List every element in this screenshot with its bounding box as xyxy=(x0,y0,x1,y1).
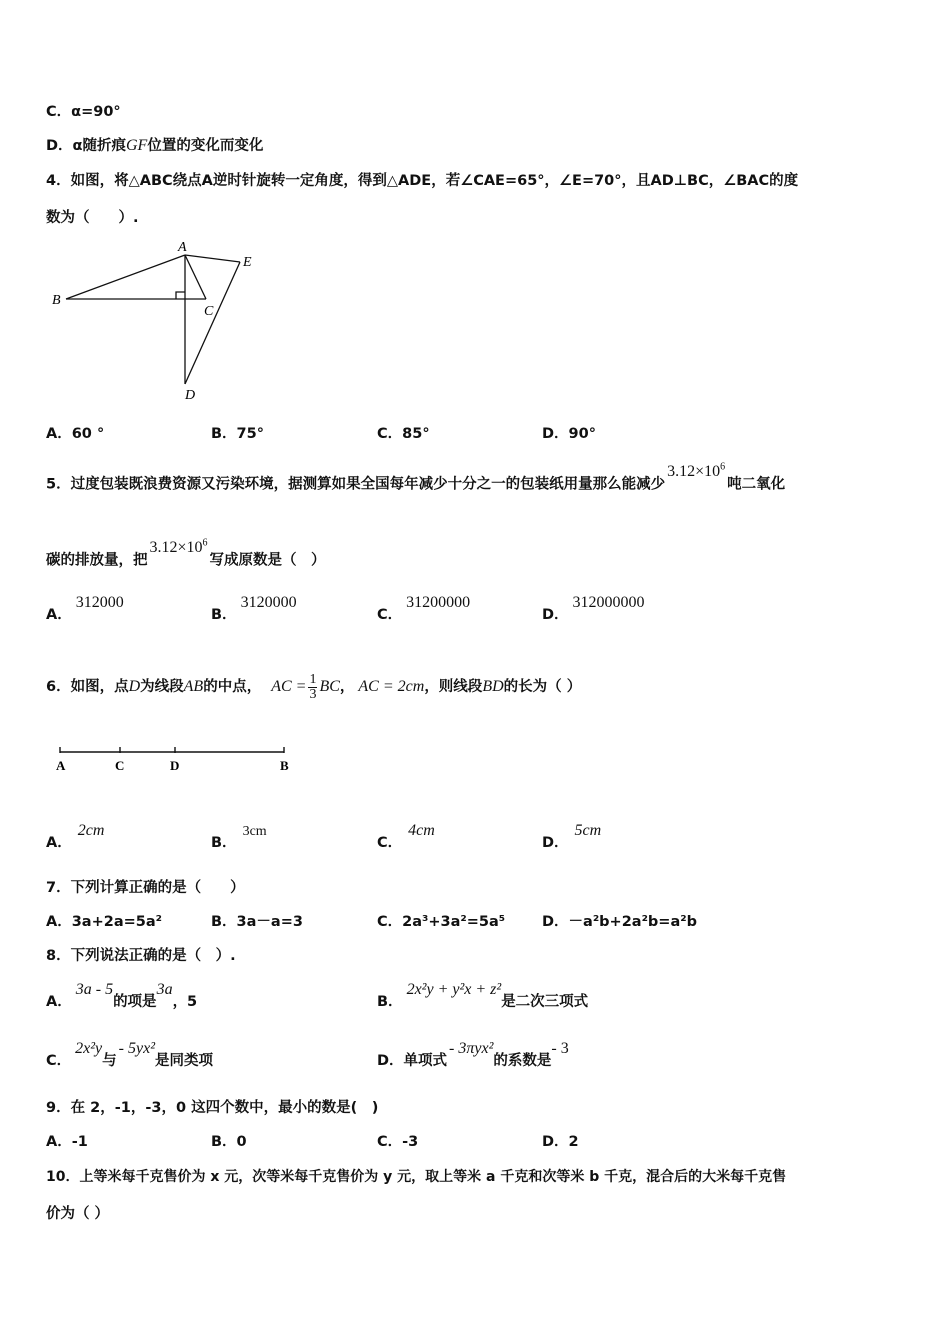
q8-c-expr1: 2x²y xyxy=(75,1040,103,1057)
q6-option-b-letter: B． xyxy=(211,835,237,851)
q8-a-letter: A． xyxy=(46,994,72,1010)
q4-triangle-figure xyxy=(46,236,276,406)
q8-option-d xyxy=(377,1040,569,1071)
q4-line-ae xyxy=(185,255,240,262)
q5-option-b-value: 3120000 xyxy=(240,594,297,611)
q3-option-d-suffix: 位置的变化而变化 xyxy=(147,138,264,154)
q4-label-d: D xyxy=(185,388,196,403)
q6-seg-bd: BD xyxy=(482,678,504,695)
q6-option-b xyxy=(211,824,267,854)
q4-option-d: D．90° xyxy=(542,426,596,442)
q4-label-b: B xyxy=(52,293,61,308)
q6-option-d-value: 5cm xyxy=(574,822,602,839)
q6-mid2: 的中点， xyxy=(203,679,262,695)
q6-fraction xyxy=(308,673,317,702)
q6-frac-den: 3 xyxy=(309,686,317,702)
q5-option-d-letter: D． xyxy=(542,607,569,623)
q5-option-b-letter: B． xyxy=(211,607,237,623)
q10-stem-line2: 价为（ ） xyxy=(46,1206,110,1222)
q5-stem-line1 xyxy=(46,462,786,494)
q8-c-end: 是同类项 xyxy=(154,1053,213,1069)
q6-option-d-letter: D． xyxy=(542,835,569,851)
q6-option-a xyxy=(46,822,105,853)
q4-line-ba xyxy=(66,255,185,299)
q9-option-b: B．0 xyxy=(211,1134,247,1150)
q8-b-expr: 2x²y + y²x + z² xyxy=(406,981,502,998)
q4-label-c: C xyxy=(204,304,214,319)
q6-comma: ， xyxy=(339,679,355,695)
q8-option-a xyxy=(46,981,198,1012)
q3-option-c: C．α=90° xyxy=(46,104,121,120)
q5-stem-line2 xyxy=(46,538,326,570)
q8-b-letter: B． xyxy=(377,994,403,1010)
q7-stem: 7．下列计算正确的是（ ） xyxy=(46,880,245,896)
q8-a-term: 3a xyxy=(156,981,173,998)
q5-option-a-value: 312000 xyxy=(75,594,124,611)
q5-stem-line2-end: 写成原数是（ ） xyxy=(209,552,326,569)
q8-c-mid: 与 xyxy=(102,1053,117,1069)
q5-option-d xyxy=(542,594,645,625)
q6-eq-right: BC xyxy=(319,678,340,695)
q5-sci-exp: 6 xyxy=(720,462,726,473)
q6-mid3: ，则线段 xyxy=(424,679,483,695)
q9-option-d: D．2 xyxy=(542,1134,579,1150)
q6-segment-label-d: D xyxy=(170,758,180,773)
q8-a-expr: 3a - 5 xyxy=(75,981,114,998)
q7-option-b: B．3a－a=3 xyxy=(211,914,303,930)
q8-d-val: - 3 xyxy=(551,1040,569,1057)
q6-eq2: AC = 2cm xyxy=(358,678,425,695)
q6-seg-ab: AB xyxy=(183,678,204,695)
q8-d-mid: 的系数是 xyxy=(493,1053,552,1069)
q5-stem-text: 5．过度包装既浪费资源又污染环境，据测算如果全国每年减少十分之一的包装纸用量那么能减少 xyxy=(46,476,666,493)
q3-option-d-prefix: D．α随折痕 xyxy=(46,138,126,154)
q7-option-d: D．－a²b+2a²b=a²b xyxy=(542,914,697,930)
q5-option-a-letter: A． xyxy=(46,607,72,623)
q4-line-ac xyxy=(185,255,206,299)
q4-option-b: B．75° xyxy=(211,426,264,442)
q9-stem: 9．在 2，-1，-3，0 这四个数中，最小的数是( ) xyxy=(46,1100,379,1116)
q9-option-a: A．-1 xyxy=(46,1134,88,1150)
q4-option-c: C．85° xyxy=(377,426,430,442)
q5-option-c xyxy=(377,594,471,625)
q8-stem: 8．下列说法正确的是（ ）. xyxy=(46,948,236,964)
q6-point-d: D xyxy=(128,678,141,695)
q4-right-angle-mark xyxy=(176,292,185,299)
q8-c-letter: C． xyxy=(46,1053,72,1069)
q9-option-c: C．-3 xyxy=(377,1134,419,1150)
q8-option-b xyxy=(377,981,589,1012)
q5-option-c-letter: C． xyxy=(377,607,403,623)
q6-stem xyxy=(46,672,581,702)
q3-option-d xyxy=(46,136,263,156)
q8-b-end: 是二次三项式 xyxy=(501,994,589,1010)
q6-option-c-value: 4cm xyxy=(408,822,435,839)
q5-option-d-value: 312000000 xyxy=(572,594,645,611)
q8-c-expr2: - 5yx² xyxy=(118,1040,155,1057)
q5-sci-base-2: 3.12×10 xyxy=(149,539,203,557)
q8-a-end: ，5 xyxy=(172,994,198,1010)
q6-segment-label-a: A xyxy=(56,758,66,773)
q6-option-d xyxy=(542,822,602,853)
q6-segment-figure xyxy=(50,742,300,776)
q8-d-letter: D．单项式 xyxy=(377,1053,448,1069)
q6-frac-num: 1 xyxy=(309,671,317,687)
q6-option-a-value: 2cm xyxy=(77,822,105,839)
q5-stem-line2-start: 碳的排放量，把 xyxy=(46,552,148,569)
q6-eq-left: AC = xyxy=(271,678,307,695)
q5-sci-notation xyxy=(667,463,725,480)
q4-option-a: A．60 ° xyxy=(46,426,105,442)
q5-sci-base: 3.12×10 xyxy=(667,463,721,481)
q6-mid1: 为线段 xyxy=(140,679,184,695)
q8-d-expr: - 3πyx² xyxy=(449,1040,494,1057)
q10-stem-line1: 10．上等米每千克售价为 x 元，次等米每千克售价为 y 元，取上等米 a 千克和次等米 b 千克，混合后的大米每千克售 xyxy=(46,1169,787,1185)
q6-segment-label-b: B xyxy=(280,758,289,773)
q8-option-c xyxy=(46,1040,213,1071)
q5-option-a xyxy=(46,594,124,625)
q3-option-d-var: GF xyxy=(126,137,148,154)
q8-a-mid: 的项是 xyxy=(113,994,157,1010)
q4-line-de xyxy=(185,262,240,384)
q5-sci-notation-2 xyxy=(150,539,208,556)
q4-label-a: A xyxy=(178,240,187,255)
q5-stem-end: 吨二氧化 xyxy=(727,476,786,493)
q6-option-b-value: 3cm xyxy=(242,824,267,839)
q6-suffix: 的长为（ ） xyxy=(503,679,582,695)
q4-stem-line1: 4．如图，将△ABC绕点A逆时针旋转一定角度，得到△ADE，若∠CAE=65°，∠E=70°，且AD⊥BC，∠BAC的度 xyxy=(46,173,799,189)
q5-sci-exp-2: 6 xyxy=(202,538,208,549)
q4-stem-line2: 数为（ ）. xyxy=(46,210,139,226)
q7-option-a: A．3a+2a=5a² xyxy=(46,914,162,930)
q6-option-a-letter: A． xyxy=(46,835,72,851)
q7-option-c: C．2a³+3a²=5a⁵ xyxy=(377,914,506,930)
q6-option-c xyxy=(377,822,435,853)
q5-option-b xyxy=(211,594,297,625)
q4-label-e: E xyxy=(243,255,252,270)
q6-segment-label-c: C xyxy=(115,758,125,773)
q6-option-c-letter: C． xyxy=(377,835,403,851)
q6-prefix: 6．如图，点 xyxy=(46,679,129,695)
q5-option-c-value: 31200000 xyxy=(406,594,471,611)
